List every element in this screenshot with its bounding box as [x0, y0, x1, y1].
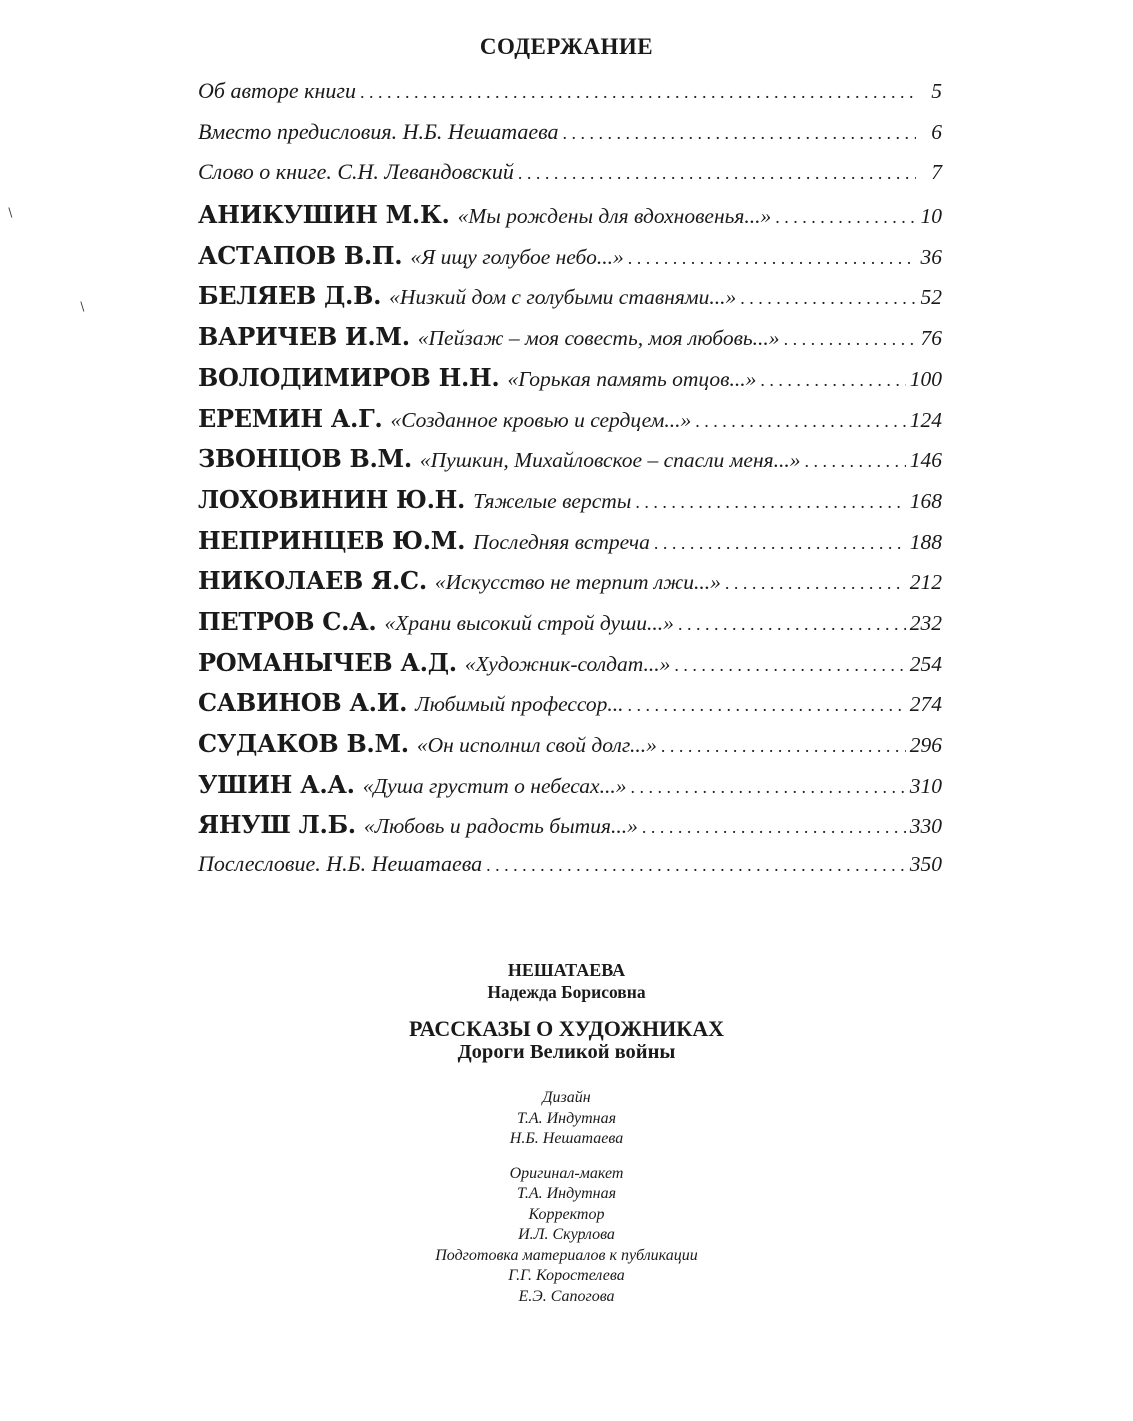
toc-author: СУДАКОВ В.М. — [198, 729, 409, 758]
toc-entry — [198, 688, 942, 729]
toc-leader-dots — [725, 573, 906, 594]
toc-entry — [198, 119, 942, 160]
toc-leader-dots — [760, 370, 905, 391]
book-subtitle: Дороги Великой войны — [457, 1041, 676, 1063]
toc-page-number: 212 — [909, 570, 942, 595]
toc-author: ЯНУШ Л.Б. — [198, 810, 356, 840]
toc-title: Любимый профессор... — [415, 692, 624, 717]
credit-label-layout: Оригинал-макет — [509, 1164, 624, 1182]
toc-entry — [198, 526, 942, 567]
author-given-name: Надежда Борисовна — [487, 982, 646, 1002]
toc-page-number: 350 — [909, 852, 942, 877]
author-surname: НЕШАТАЕВА — [507, 960, 626, 980]
toc-entry — [198, 241, 942, 282]
toc-entry — [198, 566, 942, 607]
toc-title: «Пейзаж – моя совесть, моя любовь...» — [417, 326, 780, 351]
toc-entry — [198, 363, 942, 404]
toc-leader-dots — [630, 777, 905, 798]
toc-leader-dots — [695, 411, 906, 432]
credit-label-preparation: Подготовка материалов к публикации — [435, 1246, 698, 1264]
toc-leader-dots — [784, 329, 916, 350]
credit-label-design: Дизайн — [542, 1089, 591, 1106]
credit-label-proofreader: Корректор — [528, 1205, 605, 1223]
toc-entry — [198, 281, 942, 322]
toc-page-number: 100 — [909, 366, 942, 391]
toc-title: Тяжелые версты — [473, 488, 632, 513]
toc-entry — [198, 607, 942, 648]
toc-page-number: 330 — [909, 814, 942, 839]
toc-title: «Храни высокий строй души...» — [384, 610, 674, 635]
toc-leader-dots — [518, 163, 916, 184]
credits-block — [0, 1088, 1133, 1307]
toc-author: УШИН А.А. — [198, 769, 355, 799]
toc-page-number: 254 — [909, 651, 942, 676]
toc-page-number: 146 — [909, 448, 942, 473]
toc-title: Последняя встреча — [473, 529, 650, 554]
toc-author: ЛОХОВИНИН Ю.Н. — [198, 484, 466, 514]
toc-author: ВАРИЧЕВ И.М. — [198, 322, 410, 352]
book-title: РАССКАЗЫ О ХУДОЖНИКАХ — [408, 1016, 725, 1041]
toc-leader-dots — [628, 695, 906, 716]
toc-page-number: 188 — [909, 529, 942, 554]
credit-name: Т.А. Индутная — [516, 1185, 617, 1202]
toc-heading: СОДЕРЖАНИЕ — [479, 34, 654, 59]
toc-leader-dots — [642, 817, 906, 838]
toc-entry — [198, 78, 942, 119]
table-of-contents — [198, 78, 942, 892]
toc-title: «Я ищу голубое небо...» — [410, 244, 624, 269]
toc-page-number: 10 — [920, 204, 942, 229]
toc-leader-dots — [635, 492, 905, 513]
toc-title: «Низкий дом с голубыми ставнями...» — [389, 285, 737, 310]
credit-name: Н.Б. Нешатаева — [509, 1130, 624, 1147]
toc-entry — [198, 729, 942, 770]
toc-entry — [198, 404, 942, 445]
toc-entry — [198, 851, 942, 892]
toc-page-number: 310 — [909, 773, 942, 798]
toc-page-number: 6 — [931, 119, 942, 144]
toc-page-number: 232 — [909, 610, 942, 635]
toc-leader-dots — [628, 248, 916, 269]
toc-entry — [198, 648, 942, 689]
toc-author: ВОЛОДИМИРОВ Н.Н. — [198, 362, 500, 392]
toc-title: Послесловие. Н.Б. Нешатаева — [198, 851, 483, 877]
toc-title: «Он исполнил свой долг...» — [416, 733, 657, 757]
toc-title: «Художник-солдат...» — [464, 651, 671, 676]
toc-author: БЕЛЯЕВ Д.В. — [198, 281, 382, 311]
credit-name: Е.Э. Сапогова — [518, 1287, 615, 1305]
toc-title: «Мы рождены для вдохновенья...» — [457, 204, 772, 229]
scan-speck: ∖ — [6, 206, 14, 220]
toc-leader-dots — [804, 451, 905, 472]
toc-leader-dots — [678, 614, 906, 635]
toc-page-number: 76 — [920, 326, 942, 351]
toc-entry — [198, 444, 942, 485]
toc-title: Слово о книге. С.Н. Левандовский — [198, 159, 514, 185]
toc-leader-dots — [654, 533, 906, 554]
credit-name: Т.А. Индутная — [516, 1109, 617, 1127]
toc-page-number: 5 — [931, 79, 942, 103]
toc-entry — [198, 485, 942, 526]
toc-author: АНИКУШИН М.К. — [198, 200, 450, 230]
toc-author: ЗВОНЦОВ В.М. — [198, 444, 412, 474]
toc-entry — [198, 322, 942, 363]
toc-title: «Горькая память отцов...» — [507, 366, 757, 391]
toc-entry — [198, 770, 942, 811]
toc-title: «Созданное кровью и сердцем...» — [390, 407, 692, 432]
toc-page-number: 274 — [909, 692, 942, 717]
toc-page-number: 36 — [920, 244, 942, 269]
credit-name: Г.Г. Коростелева — [508, 1267, 625, 1284]
toc-page-number: 168 — [909, 488, 942, 513]
toc-page-number: 52 — [920, 285, 942, 310]
toc-title: «Любовь и радость бытия...» — [363, 814, 638, 839]
toc-leader-dots — [775, 207, 916, 228]
toc-author: НЕПРИНЦЕВ Ю.М. — [198, 525, 466, 555]
scan-speck: ∖ — [78, 300, 86, 314]
toc-leader-dots — [674, 655, 905, 676]
toc-title: Вместо предисловия. Н.Б. Нешатаева — [198, 118, 559, 144]
toc-leader-dots — [661, 736, 906, 757]
toc-title: «Душа грустит о небесах...» — [362, 773, 627, 798]
toc-title: «Искусство не терпит лжи...» — [434, 570, 721, 595]
toc-author: РОМАНЫЧЕВ А.Д. — [198, 647, 457, 677]
toc-leader-dots — [360, 82, 916, 103]
toc-author: ПЕТРОВ С.А. — [198, 606, 377, 636]
toc-page-number: 124 — [909, 407, 942, 432]
toc-title: Об авторе книги — [198, 78, 356, 103]
toc-entry — [198, 200, 942, 241]
toc-page-number: 7 — [931, 160, 942, 185]
toc-page-number: 296 — [909, 733, 942, 757]
toc-leader-dots — [740, 288, 916, 309]
toc-author: ЕРЕМИН А.Г. — [198, 403, 383, 433]
credit-name: И.Л. Скурлова — [518, 1226, 615, 1243]
toc-entry — [198, 810, 942, 851]
toc-leader-dots — [563, 123, 916, 144]
toc-leader-dots — [486, 855, 906, 876]
toc-author: НИКОЛАЕВ Я.С. — [198, 566, 427, 596]
toc-author: АСТАПОВ В.П. — [198, 240, 403, 270]
toc-entry — [198, 159, 942, 200]
toc-author: САВИНОВ А.И. — [198, 688, 408, 718]
toc-title: «Пушкин, Михайловское – спасли меня...» — [419, 448, 801, 473]
